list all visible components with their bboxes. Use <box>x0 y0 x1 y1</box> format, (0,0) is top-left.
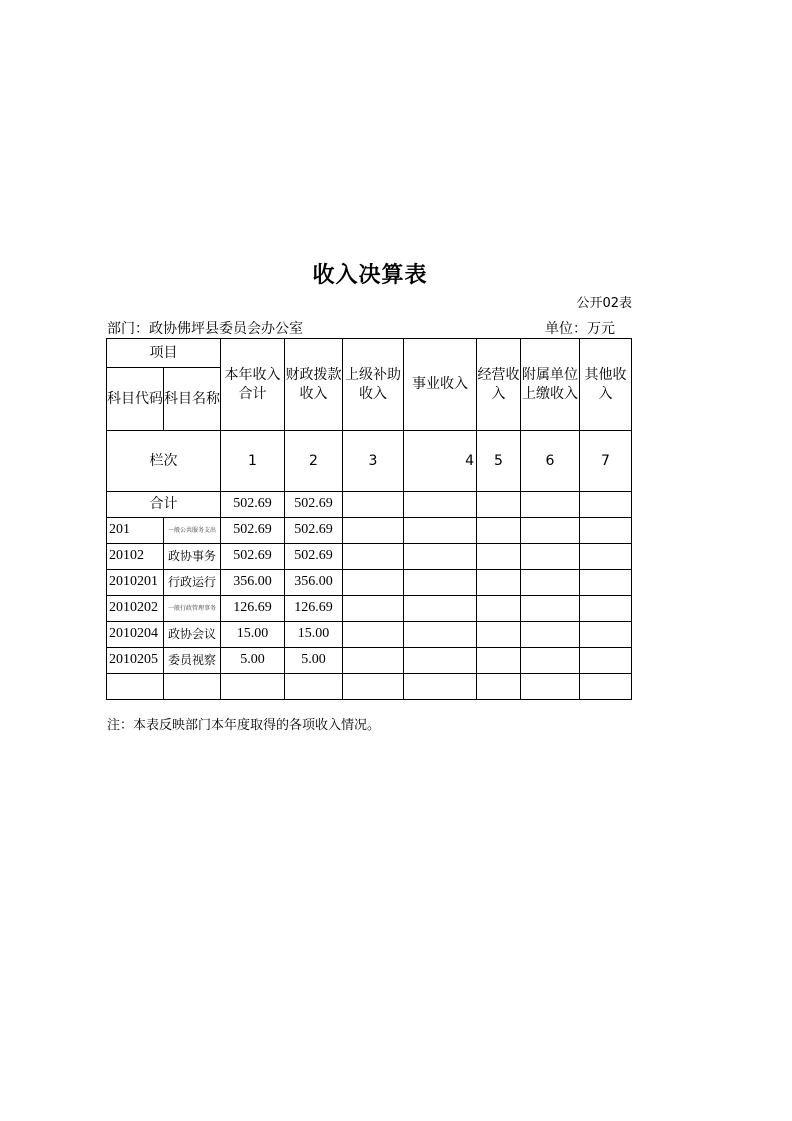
column-number-4: 4 <box>404 431 477 492</box>
table-row <box>107 518 632 544</box>
row-code: 2010205 <box>107 648 164 674</box>
table-row <box>107 622 632 648</box>
row-code: 2010201 <box>107 570 164 596</box>
empty-row <box>107 674 632 700</box>
header-col2: 财政拨款收入 <box>285 339 343 431</box>
income-table <box>106 338 632 700</box>
row-name: 一般行政管理事务 <box>164 596 221 622</box>
unit-label: 单位：万元 <box>545 321 615 337</box>
row-col2: 502.69 <box>285 518 343 544</box>
row-code: 201 <box>107 518 164 544</box>
header-col3: 上级补助收入 <box>343 339 404 431</box>
table-row <box>107 544 632 570</box>
table-row <box>107 596 632 622</box>
row-col1: 15.00 <box>221 622 285 648</box>
row-code: 2010204 <box>107 622 164 648</box>
table-row <box>107 648 632 674</box>
row-col1: 356.00 <box>221 570 285 596</box>
column-number-5: 5 <box>477 431 521 492</box>
total-row <box>107 492 632 518</box>
column-number-row <box>107 431 632 492</box>
header-col6: 附属单位上缴收入 <box>521 339 580 431</box>
row-name: 一般公共服务支出 <box>164 518 221 544</box>
table-row <box>107 570 632 596</box>
header-col7: 其他收入 <box>580 339 632 431</box>
total-col2: 502.69 <box>285 492 343 518</box>
header-code: 科目代码 <box>107 368 164 431</box>
row-name: 政协事务 <box>164 544 221 570</box>
column-number-7: 7 <box>580 431 632 492</box>
row-col1: 126.69 <box>221 596 285 622</box>
row-col2: 356.00 <box>285 570 343 596</box>
column-number-1: 1 <box>221 431 285 492</box>
total-label: 合计 <box>107 492 221 518</box>
row-col1: 502.69 <box>221 518 285 544</box>
row-col1: 5.00 <box>221 648 285 674</box>
column-number-2: 2 <box>285 431 343 492</box>
row-name: 行政运行 <box>164 570 221 596</box>
row-col2: 5.00 <box>285 648 343 674</box>
header-col5: 经营收入 <box>477 339 521 431</box>
row-col2: 502.69 <box>285 544 343 570</box>
footnote: 注：本表反映部门本年度取得的各项收入情况。 <box>107 718 381 733</box>
row-code: 20102 <box>107 544 164 570</box>
row-name: 政协会议 <box>164 622 221 648</box>
department-label: 部门：政协佛坪县委员会办公室 <box>107 321 303 337</box>
column-row-label: 栏次 <box>107 431 221 492</box>
header-name: 科目名称 <box>164 368 221 431</box>
row-name: 委员视察 <box>164 648 221 674</box>
row-col1: 502.69 <box>221 544 285 570</box>
column-number-3: 3 <box>343 431 404 492</box>
header-col1: 本年收入合计 <box>221 339 285 431</box>
total-col1: 502.69 <box>221 492 285 518</box>
row-col2: 15.00 <box>285 622 343 648</box>
header-item: 项目 <box>107 339 221 368</box>
page-title: 收入决算表 <box>312 263 428 288</box>
column-number-6: 6 <box>521 431 580 492</box>
form-number: 公开02表 <box>576 296 632 311</box>
row-code: 2010202 <box>107 596 164 622</box>
header-col4: 事业收入 <box>404 339 477 431</box>
row-col2: 126.69 <box>285 596 343 622</box>
